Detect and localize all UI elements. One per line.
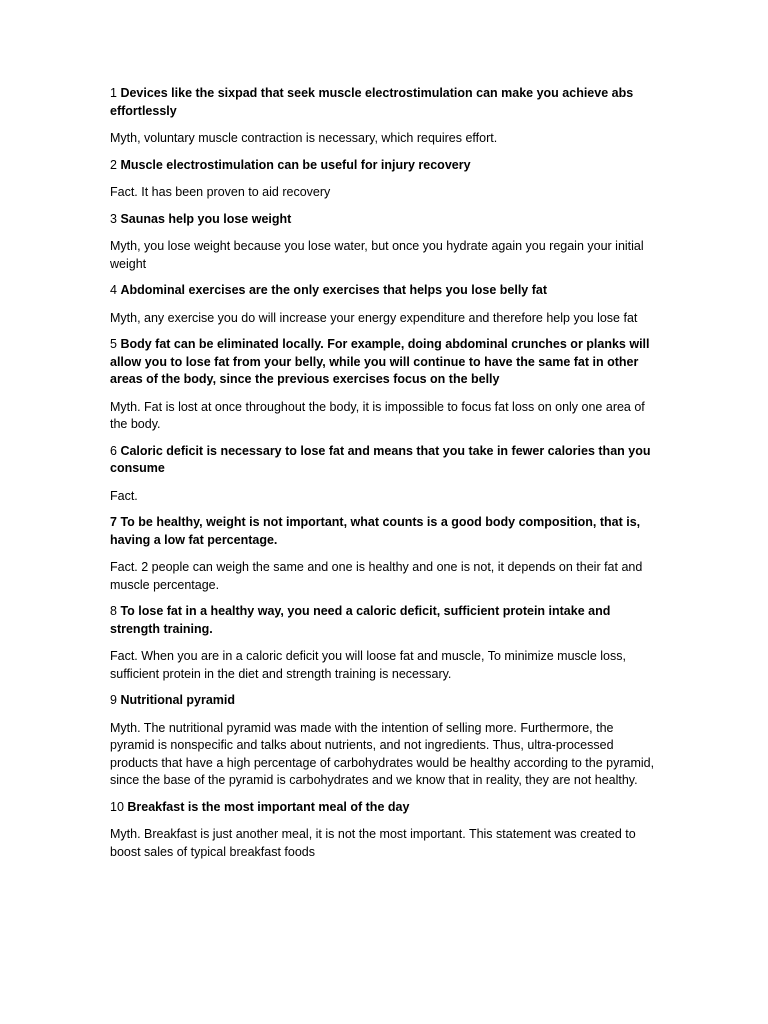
list-item (110, 85, 660, 148)
question (110, 336, 660, 389)
answer-text: Myth. Breakfast is just another meal, it is not the most important. This statement was created to boost sales of typical breakfast foods (110, 827, 636, 859)
answer-text: Myth. Fat is lost at once throughout the body, it is impossible to focus fat loss on only one area of the body. (110, 399, 645, 431)
question-text: Breakfast is the most important meal of the day (127, 799, 410, 814)
answer-text: Fact. It has been proven to aid recovery (110, 185, 331, 199)
item-number: 2 (110, 157, 117, 172)
item-number: 6 (110, 443, 117, 458)
list-item (110, 336, 660, 434)
question (110, 603, 660, 638)
list-item (110, 799, 660, 862)
question-text: Devices like the sixpad that seek muscle electrostimulation can make you achieve abs effortlessly (110, 86, 634, 118)
item-number: 4 (110, 283, 117, 297)
question (110, 157, 660, 175)
list-item (110, 211, 660, 274)
question (110, 443, 660, 478)
item-number: 5 (110, 337, 117, 351)
answer-text: Myth, voluntary muscle contraction is necessary, which requires effort. (110, 131, 498, 145)
question-text: Saunas help you lose weight (120, 211, 292, 226)
question (110, 282, 660, 300)
answer-text: Myth. The nutritional pyramid was made with the intention of selling more. Furthermore, the pyramid is nonspecific and talks about nutrients, and not ingredients. Thus, ultra-processed products that have a high percentage of carbohydrates would be healthy according to the pyramid, since the base of the pyramid is carbohydrates and we know that in reality, they are not healthy. (110, 720, 655, 787)
list-item (110, 603, 660, 683)
question-text: Muscle electrostimulation can be useful for injury recovery (120, 157, 471, 172)
question-text: To be healthy, weight is not important, what counts is a good body composition, that is, having a low fat percentage. (110, 515, 641, 547)
question (110, 799, 660, 817)
question-text: Nutritional pyramid (120, 693, 236, 707)
question-text: Caloric deficit is necessary to lose fat and means that you take in fewer calories than you consume (110, 443, 651, 475)
item-number: 10 (110, 799, 124, 814)
question (110, 692, 660, 710)
list-item (110, 157, 660, 202)
question-text: Body fat can be eliminated locally. For example, doing abdominal crunches or planks will allow you to lose fat from your belly, while you will continue to have the same fat in other areas of the body, since the previous exercises focus on the belly (110, 337, 650, 386)
item-number: 1 (110, 86, 117, 100)
question-text: To lose fat in a healthy way, you need a caloric deficit, sufficient protein intake and strength training. (110, 604, 611, 636)
list-item (110, 514, 660, 594)
item-number: 9 (110, 693, 117, 707)
item-number: 7 (110, 515, 117, 529)
answer-text: Fact. When you are in a caloric deficit you will loose fat and muscle, To minimize muscle loss, sufficient protein in the diet and strength training is necessary. (110, 649, 626, 681)
item-number: 3 (110, 211, 117, 226)
answer-text: Fact. (110, 488, 138, 503)
question-text: Abdominal exercises are the only exercises that helps you lose belly fat (120, 283, 547, 297)
question (110, 85, 660, 120)
item-number: 8 (110, 604, 117, 618)
list-item (110, 692, 660, 790)
list-item (110, 282, 660, 327)
answer-text: Myth, you lose weight because you lose water, but once you hydrate again you regain your initial weight (110, 239, 644, 271)
question (110, 211, 660, 229)
answer-text: Myth, any exercise you do will increase your energy expenditure and therefore help you lose fat (110, 310, 638, 325)
answer-text: Fact. 2 people can weigh the same and one is healthy and one is not, it depends on their fat and muscle percentage. (110, 560, 643, 592)
list-item (110, 443, 660, 506)
question (110, 514, 660, 549)
